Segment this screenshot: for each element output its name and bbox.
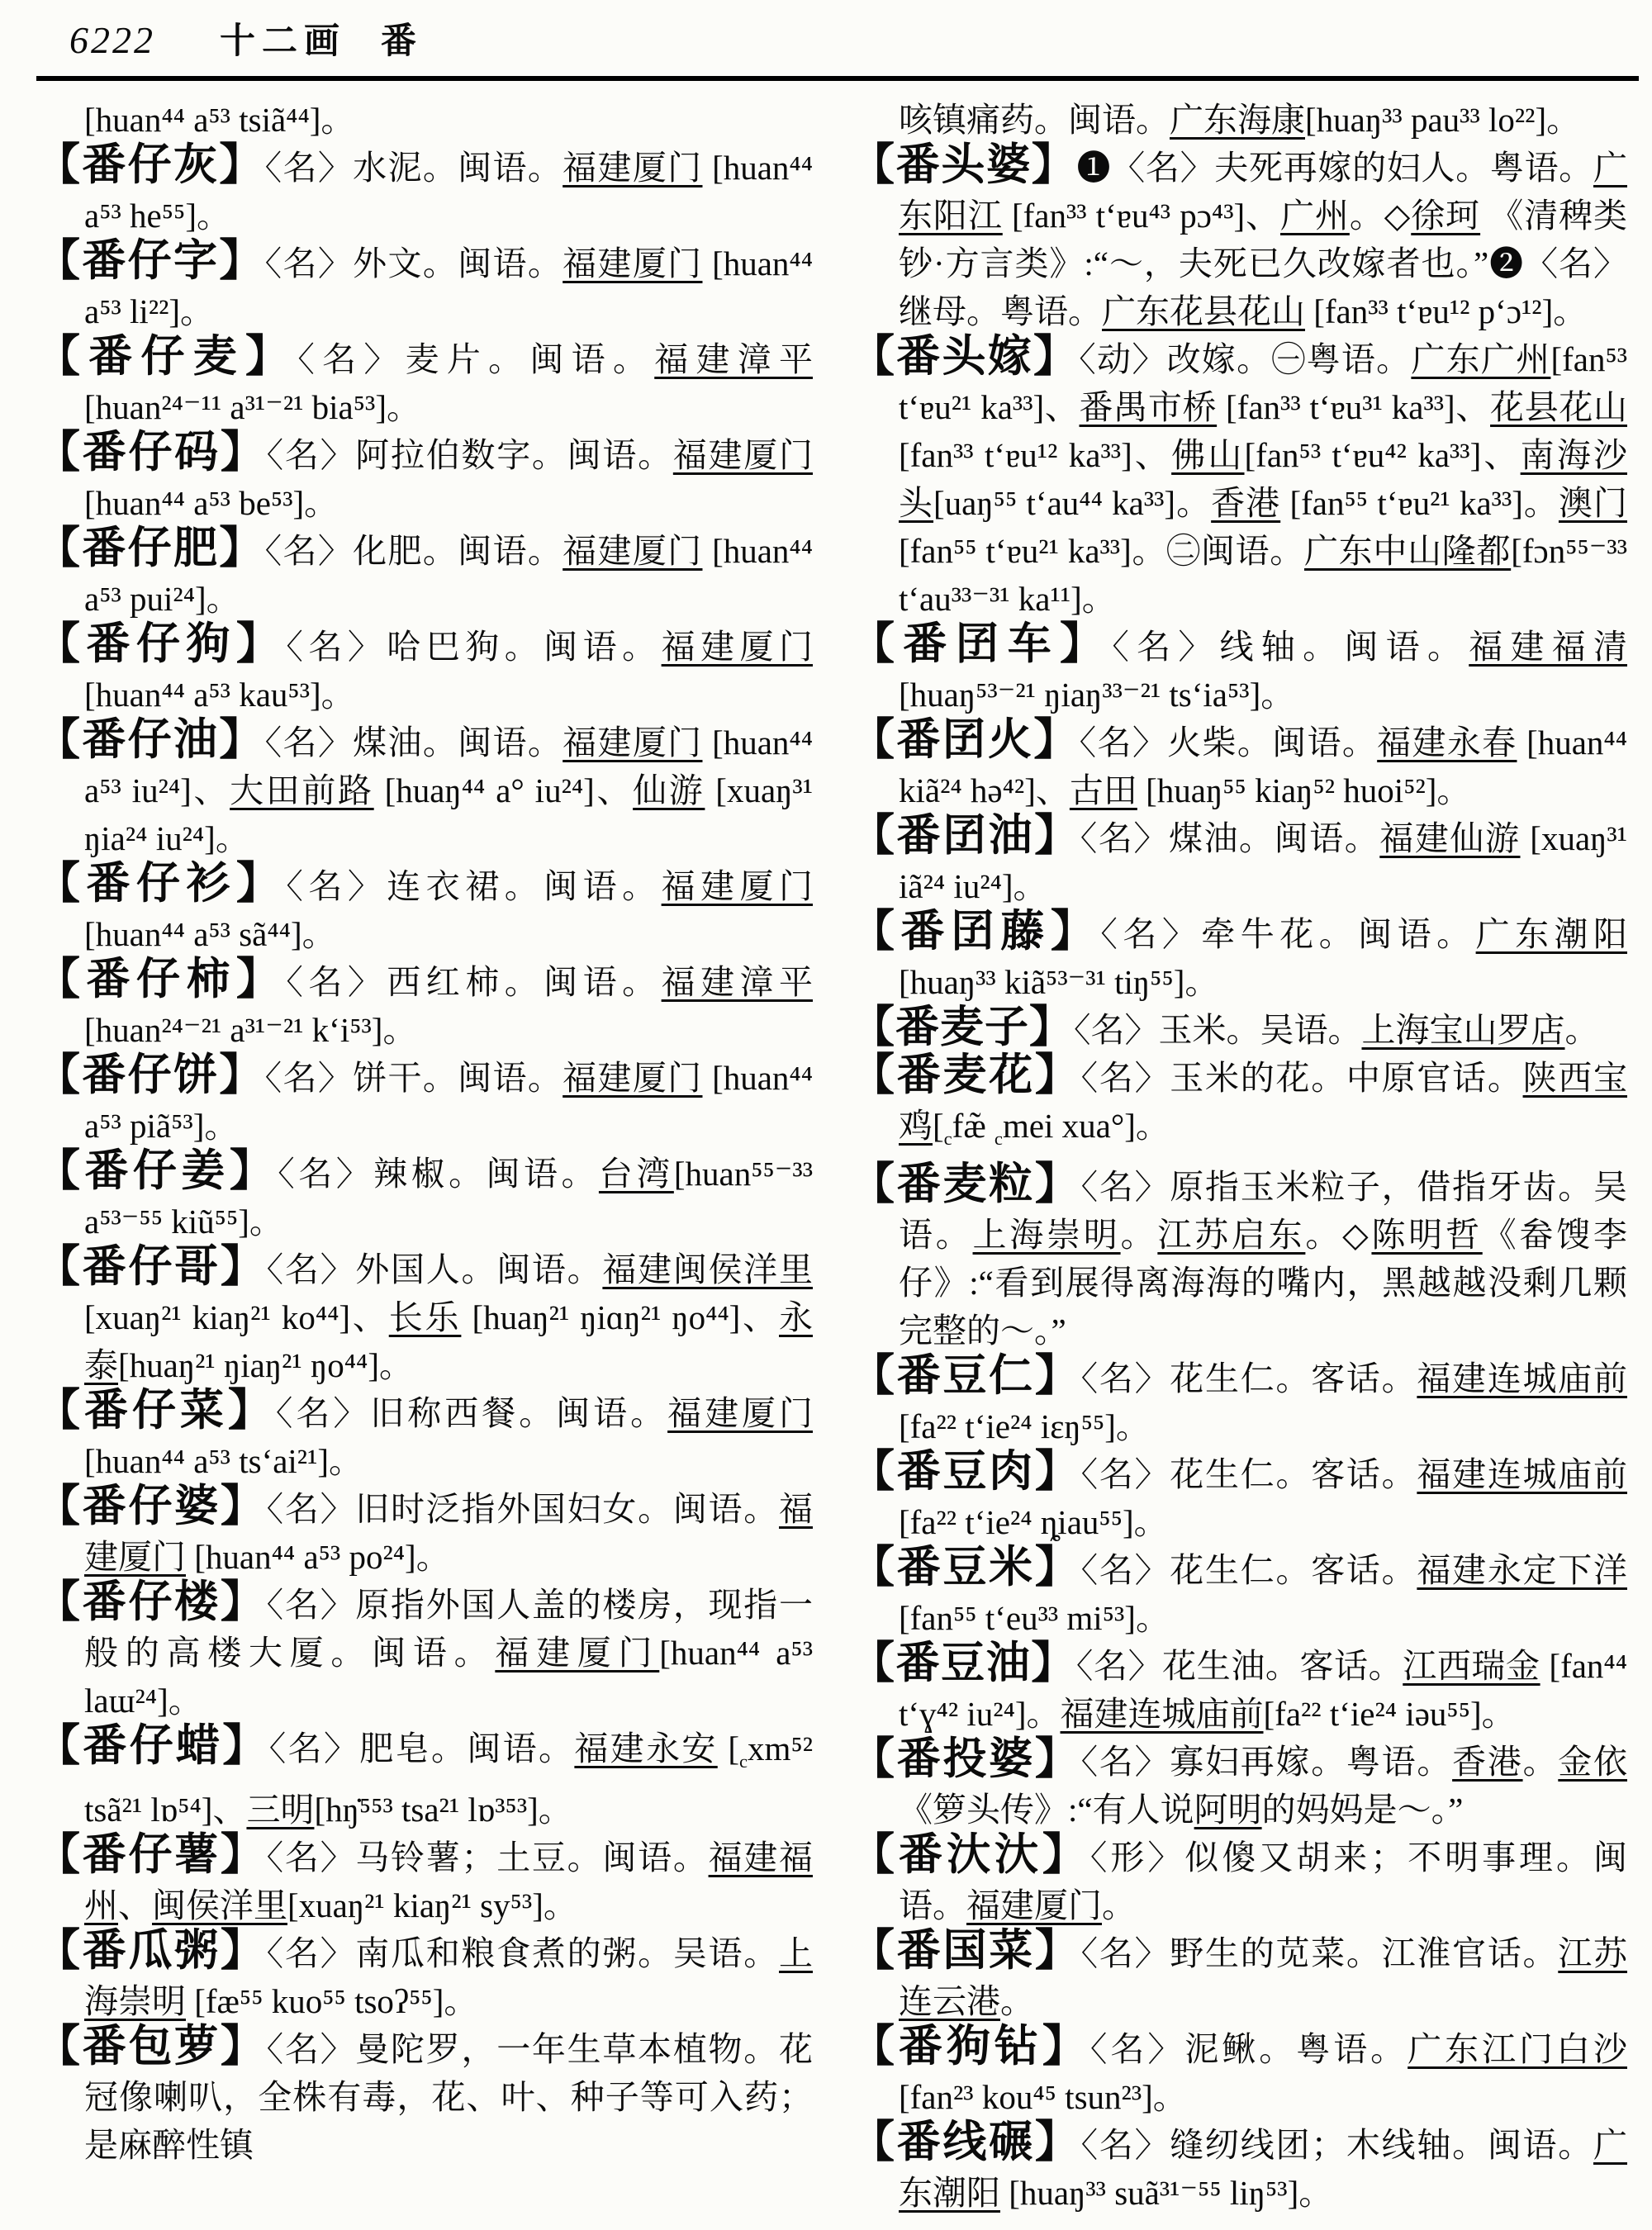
proper-noun: 广东海康 <box>1170 101 1305 139</box>
entry-text: [huan⁵⁵⁻³³ a⁵³⁻⁵⁵ kiũ⁵⁵]。 <box>84 1155 813 1241</box>
entry-text: 咳镇痛药。闽语。 <box>899 101 1170 139</box>
proper-noun: 上海宝山罗店 <box>1361 1011 1565 1049</box>
proper-noun: 福建厦门 <box>84 1490 813 1576</box>
dictionary-entry <box>851 2118 1627 2217</box>
proper-noun: 花县花山 <box>1490 388 1627 426</box>
entry-text: [fan³³ t‘ɐu⁴³ pɔ⁴³]、 <box>1002 197 1280 235</box>
dictionary-entry <box>851 1450 1627 1546</box>
entry-headword: 【番仔灰】 <box>36 141 265 189</box>
entry-text: [huan⁴⁴ a⁵³ tsiã⁴⁴]。 <box>84 101 355 139</box>
entry-text: 〈名〉花生仁。客话。 <box>1080 1455 1417 1494</box>
proper-noun: 金依 <box>1558 1743 1627 1782</box>
entry-text: 〈名〉哈巴狗。闽语。 <box>286 628 662 666</box>
entry-text: 。 <box>1564 1011 1599 1049</box>
entry-text: [huan⁴⁴ a⁵³ he⁵⁵]。 <box>84 149 813 235</box>
dictionary-entry <box>36 1722 813 1834</box>
dictionary-entry <box>36 237 813 335</box>
dictionary-entry <box>36 524 813 623</box>
entry-headword: 【番头婆】 <box>851 141 1077 189</box>
entry-headword: 【番包萝】 <box>36 2023 267 2071</box>
proper-noun: 福建厦门 <box>563 149 703 187</box>
entry-text: 〈名〉泥鳅。粤语。 <box>1089 2030 1408 2069</box>
dictionary-entry <box>36 1245 813 1389</box>
proper-noun: 福建永春 <box>1377 724 1517 762</box>
proper-noun: 福建福清 <box>1469 628 1627 666</box>
entry-text: [huaŋ⁴⁴ a° iu²⁴]、 <box>373 771 634 809</box>
entry-headword: 【番豆米】 <box>851 1544 1081 1592</box>
proper-noun: 广东花县花山 <box>1102 292 1305 330</box>
proper-noun: 福建厦门 <box>563 1059 703 1097</box>
proper-noun: 福建厦门 <box>667 1394 813 1432</box>
entry-text: [fan³³ t‘ɐu³¹ ka³³]、 <box>1217 388 1491 426</box>
dictionary-entry <box>36 1485 813 1581</box>
proper-noun: 广东江门白沙 <box>1408 2030 1627 2069</box>
entry-text: [huan⁴⁴ a⁵³ iu²⁴]、 <box>84 724 813 809</box>
proper-noun: 广东阳江 <box>899 149 1627 235</box>
dictionary-entry <box>851 814 1627 910</box>
proper-noun: 福建厦门 <box>672 436 813 474</box>
proper-noun: 南海沙头 <box>899 436 1627 522</box>
entry-text: [fan³³ t‘ɐu¹² p‘ɔ¹²]。 <box>1305 292 1588 330</box>
entry-text: 〈名〉原指外国人盖的楼房，现指一般的高楼大厦。闽语。 <box>84 1586 813 1672</box>
proper-noun: 广东潮阳 <box>899 2126 1627 2213</box>
entry-text: 〈名〉寡妇再嫁。粤语。 <box>1080 1743 1453 1782</box>
proper-noun: 台湾 <box>598 1155 674 1193</box>
proper-noun: 广东广州 <box>1411 340 1551 378</box>
entry-text: [huan⁴⁴ kiã²⁴ hə⁴²]、 <box>899 724 1627 809</box>
left-column <box>36 96 813 2227</box>
proper-noun: 福建连城庙前 <box>1417 1359 1627 1398</box>
entry-headword: 【番国菜】 <box>851 1927 1081 1976</box>
entry-text: 。 <box>1522 1743 1559 1782</box>
entry-text: 〈形〉似傻又胡来；不明事理。闽语。 <box>899 1839 1627 1925</box>
proper-noun: 福建闽侯洋里 <box>602 1250 813 1288</box>
proper-noun: 福建厦门 <box>966 1886 1102 1925</box>
right-column <box>851 96 1627 2227</box>
entry-text: 《畚馊李仔》:“看到展得离海海的嘴内，黑越越没剩几颗完整的～。” <box>899 1216 1627 1350</box>
entry-text: [huaŋ²¹ ŋiaŋ²¹ ŋo⁴⁴]。 <box>118 1346 413 1384</box>
two-column-layout <box>36 96 1639 2227</box>
entry-text: [huaŋ⁵³⁻²¹ ŋiaŋ³³⁻²¹ ts‘ia⁵³]。 <box>899 676 1295 714</box>
entry-text: [huan⁴⁴ a⁵³ sã⁴⁴]。 <box>84 915 336 953</box>
entry-text: 〈名〉野生的苋菜。江淮官话。 <box>1080 1934 1559 1973</box>
dictionary-entry <box>36 1147 813 1245</box>
dictionary-entry <box>36 1578 813 1725</box>
dictionary-entry <box>851 1929 1627 2025</box>
dictionary-entry <box>851 1352 1627 1450</box>
dictionary-entry <box>851 1160 1627 1355</box>
entry-headword: 【番仔衫】 <box>36 860 287 908</box>
entry-text: [hŋ̇⁵⁵³ tsa²¹ lɒ³⁵³]。 <box>314 1791 572 1829</box>
entry-text: ❶〈名〉夫死再嫁的妇人。粤语。 <box>1076 149 1593 187</box>
entry-text: [huan⁴⁴ a⁵³ be⁵³]。 <box>84 484 339 522</box>
entry-text: 〈名〉外国人。闽语。 <box>266 1250 603 1288</box>
entry-text: 〈名〉缝纫线团；木线轴。闽语。 <box>1080 2126 1593 2165</box>
proper-noun: 福建永定下洋 <box>1417 1551 1627 1590</box>
entry-text: [huan⁴⁴ a⁵³ kau⁵³]。 <box>84 676 355 714</box>
entry-headword: 【番仔姜】 <box>36 1147 278 1195</box>
entry-text: 〈名〉辣椒。闽语。 <box>278 1155 599 1193</box>
proper-noun: 江苏启东 <box>1157 1216 1306 1255</box>
entry-headword: 【番豆仁】 <box>851 1352 1081 1401</box>
entry-text: [huan⁴⁴ a⁵³ ts‘ai²¹]。 <box>84 1442 363 1480</box>
proper-noun: 永泰 <box>84 1298 813 1384</box>
dictionary-entry <box>851 620 1627 719</box>
entry-text: 《清稗类钞·方言类》:“～，夫死已久改嫁者也。”❷〈名〉继母。粤语。 <box>899 197 1627 330</box>
entry-headword: 【番豆油】 <box>851 1639 1076 1688</box>
entry-headword: 【番囝藤】 <box>851 908 1101 956</box>
entry-headword: 【番仔饼】 <box>36 1051 265 1099</box>
proper-noun: 古田 <box>1069 771 1137 809</box>
dictionary-entry <box>36 431 813 527</box>
entry-text: [uaŋ⁵⁵ t‘au⁴⁴ ka³³]。 <box>933 484 1212 522</box>
proper-noun: 番禺市桥 <box>1079 388 1218 426</box>
proper-noun: 徐珂 <box>1411 197 1481 235</box>
entry-text: [xuaŋ²¹ kiaŋ²¹ sy⁵³]。 <box>287 1886 577 1925</box>
entry-text: 〈名〉阿拉伯数字。闽语。 <box>266 436 673 474</box>
entry-headword: 【番仔薯】 <box>36 1831 267 1880</box>
tone-letter: c <box>739 1751 748 1772</box>
entry-text: [huan⁴⁴ a⁵³ laɯ²⁴]。 <box>84 1634 813 1720</box>
entry-headword: 【番线碾】 <box>851 2118 1081 2167</box>
page-header <box>69 13 1639 73</box>
entry-headword: 【番头嫁】 <box>851 333 1080 381</box>
entry-text: 。◇ <box>1349 197 1412 235</box>
entry-text: [huaŋ⁵⁵ kiaŋ⁵² huoi⁵²]。 <box>1137 771 1471 809</box>
entry-text: [huaŋ²¹ ŋiɑŋ²¹ ŋo⁴⁴]、 <box>461 1298 779 1336</box>
entry-text: [huan²⁴⁻²¹ a³¹⁻²¹ k‘i⁵³]。 <box>84 1011 417 1049</box>
entry-text: 〈名〉西红柿。闽语。 <box>286 963 662 1001</box>
entry-headword: 【番仔楼】 <box>36 1578 267 1626</box>
proper-noun: 三明 <box>246 1791 315 1829</box>
entry-headword: 【番仔狗】 <box>36 620 287 668</box>
proper-noun: 陈明哲 <box>1371 1216 1483 1255</box>
dictionary-entry <box>851 716 1627 814</box>
entry-headword: 【番囝车】 <box>851 620 1113 668</box>
entry-text: 〈名〉饼干。闽语。 <box>264 1059 563 1097</box>
entry-text: 〈名〉旧时泛指外国妇女。闽语。 <box>266 1490 779 1528</box>
proper-noun: 江西瑞金 <box>1403 1647 1540 1686</box>
proper-noun: 福建永安 <box>574 1729 718 1767</box>
entry-text: [huan⁴⁴ a⁵³ piã⁵³]。 <box>84 1059 813 1145</box>
entry-text: [fa²² t‘ie²⁴ iɛŋ⁵⁵]。 <box>899 1407 1150 1446</box>
entry-text: 〈名〉煤油。闽语。 <box>1080 819 1380 857</box>
proper-noun: 佛山 <box>1171 436 1245 474</box>
dictionary-entry <box>36 1389 813 1485</box>
entry-text: [huan⁴⁴ a⁵³ li²²]。 <box>84 244 813 330</box>
entry-text: 〈名〉花生油。客话。 <box>1075 1647 1403 1686</box>
dictionary-entry <box>851 1735 1627 1834</box>
entry-headword: 【番投婆】 <box>851 1735 1081 1784</box>
entry-headword: 【番麦花】 <box>851 1051 1081 1099</box>
entry-text: 〈名〉原指玉米粒子，借指牙齿。吴语。 <box>899 1168 1627 1255</box>
entry-text: 。 <box>1120 1216 1158 1255</box>
entry-headword: 【番仔肥】 <box>36 524 265 572</box>
dictionary-entry <box>36 862 813 958</box>
proper-noun: 福建漳平 <box>654 340 813 378</box>
entry-headword: 【番仔哥】 <box>36 1243 267 1291</box>
tone-letter: c <box>943 1128 952 1150</box>
entry-text: [fan⁵³ t‘ɐu²¹ ka³³]、 <box>899 340 1627 426</box>
proper-noun: 福建厦门 <box>563 532 703 570</box>
tone-letter: c <box>994 1128 1003 1150</box>
entry-text: [huaŋ³³ suã³¹⁻⁵⁵ liŋ⁵³]。 <box>1000 2174 1333 2213</box>
entry-text: [fan⁵³ t‘ɐu⁴² ka³³]、 <box>1244 436 1521 474</box>
page-number: 6222 <box>69 19 155 61</box>
entry-text: [xuaŋ³¹ iã²⁴ iu²⁴]。 <box>899 819 1627 905</box>
proper-noun: 福建厦门 <box>661 867 813 905</box>
proper-noun: 福建连城庙前 <box>1060 1695 1264 1734</box>
entry-text: 〈名〉玉米。吴语。 <box>1074 1011 1362 1049</box>
entry-text: [fan⁴⁴ t‘ɣ⁴² iu²⁴]。 <box>899 1647 1627 1734</box>
entry-text: 〈名〉曼陀罗，一年生草本植物。花冠像喇叭，全株有毒，花、叶、种子等可入药；是麻醉性镇 <box>84 2030 813 2165</box>
entry-text: [huan²⁴⁻¹¹ a³¹⁻²¹ bia⁵³]。 <box>84 388 420 426</box>
entry-text: mei xua°]。 <box>1002 1107 1170 1145</box>
dictionary-entry <box>851 335 1627 623</box>
proper-noun: 广州 <box>1280 197 1350 235</box>
dictionary-entry <box>851 1831 1627 1929</box>
dictionary-entry <box>36 1051 813 1150</box>
proper-noun: 广东中山隆都 <box>1303 532 1512 570</box>
entry-headword: 【番仔麦】 <box>36 333 298 381</box>
proper-noun: 福建厦门 <box>563 244 703 282</box>
entry-text: 、 <box>118 1886 152 1925</box>
proper-noun: 闽侯洋里 <box>152 1886 287 1925</box>
proper-noun: 福建连城庙前 <box>1417 1455 1627 1494</box>
entry-text: 。 <box>1102 1886 1136 1925</box>
proper-noun: 福建仙游 <box>1379 819 1521 857</box>
entry-headword: 【番囝火】 <box>851 716 1080 764</box>
entry-headword: 【番麦粒】 <box>851 1160 1081 1209</box>
stroke-section-label: 十二画 <box>220 22 346 61</box>
dictionary-entry <box>851 141 1627 335</box>
proper-noun: 大田前路 <box>230 771 374 809</box>
header-rule <box>36 76 1639 81</box>
entry-continuation <box>851 96 1627 144</box>
entry-headword: 【番仔婆】 <box>36 1483 267 1530</box>
entry-text: 〈名〉花生仁。客话。 <box>1080 1551 1417 1590</box>
proper-noun: 仙游 <box>633 771 705 809</box>
proper-noun: 福建漳平 <box>661 963 813 1001</box>
proper-noun: 江苏连云港 <box>899 1934 1627 2021</box>
entry-text: 〈名〉麦片。闽语。 <box>297 340 655 378</box>
entry-text: xm⁵² tsã²¹ lɒ⁵⁴]、 <box>84 1729 813 1829</box>
proper-noun: 福建厦门 <box>495 1634 660 1672</box>
entry-text: [ <box>717 1729 740 1767</box>
entry-headword: 【番汏汏】 <box>851 1831 1090 1880</box>
entry-text: 〈名〉牵牛花。闽语。 <box>1100 915 1476 953</box>
dictionary-entry <box>36 1929 813 2025</box>
entry-text: [fan⁵⁵ t‘ɐu²¹ ka³³]。㊁闽语。 <box>899 532 1304 570</box>
entry-text: 《箩头传》:“有人说 <box>899 1791 1194 1829</box>
proper-noun: 阿明 <box>1194 1791 1262 1829</box>
proper-noun: 长乐 <box>388 1298 462 1336</box>
entry-headword: 【番仔蜡】 <box>36 1722 269 1770</box>
entry-headword: 【番仔油】 <box>36 716 265 764</box>
dictionary-entry <box>36 335 813 431</box>
entry-text: [ <box>933 1107 944 1145</box>
entry-text: 。◇ <box>1305 1216 1372 1255</box>
entry-text: [fæ⁵⁵ kuo⁵⁵ tsoʔ⁵⁵]。 <box>186 1982 478 2021</box>
entry-text: [huaŋ³³ pau³³ lo²²]。 <box>1305 101 1581 139</box>
entry-headword: 【番麦子】 <box>851 1004 1074 1051</box>
proper-noun: 香港 <box>1211 484 1281 522</box>
dictionary-entry <box>851 1639 1627 1738</box>
entry-headword: 【番仔柿】 <box>36 956 287 1004</box>
entry-text: 〈名〉连衣裙。闽语。 <box>286 867 662 905</box>
entry-headword: 【番瓜粥】 <box>36 1927 267 1976</box>
dictionary-entry <box>36 716 813 862</box>
entry-text: 〈名〉旧称西餐。闽语。 <box>275 1394 668 1432</box>
entry-text: [fan⁵⁵ t‘ɐu²¹ ka³³]。 <box>1280 484 1559 522</box>
entry-text: [fan²³ kou⁴⁵ tsun²³]。 <box>899 2078 1187 2117</box>
dictionary-entry <box>36 620 813 719</box>
dictionary-entry <box>851 2025 1627 2121</box>
dictionary-entry <box>36 958 813 1054</box>
entry-text: [fan⁵⁵ t‘eu³³ mi⁵³]。 <box>899 1599 1170 1638</box>
entry-text: 〈名〉马铃薯；土豆。闽语。 <box>266 1839 709 1877</box>
entry-text: 〈名〉花生仁。客话。 <box>1080 1359 1417 1398</box>
entry-text: 〈名〉肥皂。闽语。 <box>268 1729 575 1767</box>
entry-headword: 【番豆肉】 <box>851 1448 1081 1497</box>
entry-text: [huan⁴⁴ a⁵³ po²⁴]。 <box>186 1538 450 1576</box>
entry-headword: 【番囝油】 <box>851 812 1080 860</box>
entry-text: [xuaŋ²¹ kiaŋ²¹ ko⁴⁴]、 <box>84 1298 389 1336</box>
entry-text: [fa²² t‘ie²⁴ ȵiau⁵⁵]。 <box>899 1503 1168 1542</box>
entry-text: 〈名〉南瓜和粮食煮的粥。吴语。 <box>266 1934 779 1973</box>
proper-noun: 陕西宝鸡 <box>899 1059 1627 1145</box>
radical-character: 番 <box>381 22 416 61</box>
entry-headword: 【番仔字】 <box>36 237 265 285</box>
entry-text: [huaŋ³³ kiã⁵³⁻³¹ tiŋ⁵⁵]。 <box>899 963 1219 1001</box>
entry-text: 〈名〉化肥。闽语。 <box>264 532 563 570</box>
entry-text: [huan⁴⁴ a⁵³ pui²⁴]。 <box>84 532 813 618</box>
entry-text: [fan³³ t‘ɐu¹² ka³³]、 <box>899 436 1172 474</box>
dictionary-entry <box>851 1051 1627 1163</box>
dictionary-entry <box>36 2025 813 2169</box>
entry-text: [fa²² t‘ie²⁴ iəu⁵⁵]。 <box>1263 1695 1516 1734</box>
proper-noun: 香港 <box>1452 1743 1523 1782</box>
entry-text: 。 <box>1000 1982 1034 2021</box>
dictionary-entry <box>851 1546 1627 1642</box>
entry-text: 〈名〉玉米的花。中原官话。 <box>1080 1059 1523 1097</box>
proper-noun: 澳门 <box>1558 484 1627 522</box>
entry-continuation <box>36 96 813 144</box>
entry-text: 的妈妈是～。” <box>1261 1791 1464 1829</box>
entry-text: [xuaŋ³¹ ŋia²⁴ iu²⁴]。 <box>84 771 813 857</box>
proper-noun: 福建福州 <box>84 1839 813 1925</box>
entry-text: fæ̃ <box>952 1107 995 1145</box>
entry-headword: 【番仔菜】 <box>36 1387 276 1435</box>
proper-noun: 广东潮阳 <box>1475 915 1627 953</box>
proper-noun: 上海崇明 <box>972 1216 1121 1255</box>
proper-noun: 福建厦门 <box>563 724 703 762</box>
entry-text: 〈名〉火柴。闽语。 <box>1079 724 1378 762</box>
entry-headword: 【番仔码】 <box>36 429 267 477</box>
entry-text: 〈名〉外文。闽语。 <box>264 244 563 282</box>
dictionary-entry <box>851 910 1627 1006</box>
entry-text: 〈名〉水泥。闽语。 <box>264 149 563 187</box>
proper-noun: 福建厦门 <box>661 628 813 666</box>
entry-headword: 【番狗钻】 <box>851 2023 1090 2071</box>
entry-text: [fɔn⁵⁵⁻³³ t‘au³³⁻³¹ ka¹¹]。 <box>899 532 1627 618</box>
dictionary-entry <box>851 1006 1627 1054</box>
dictionary-entry <box>36 141 813 240</box>
entry-text: 〈名〉线轴。闽语。 <box>1112 628 1469 666</box>
dictionary-entry <box>36 1831 813 1929</box>
entry-text: 〈名〉煤油。闽语。 <box>264 724 563 762</box>
entry-text: 〈动〉改嫁。㊀粤语。 <box>1079 340 1412 378</box>
proper-noun: 上海崇明 <box>84 1934 813 2021</box>
